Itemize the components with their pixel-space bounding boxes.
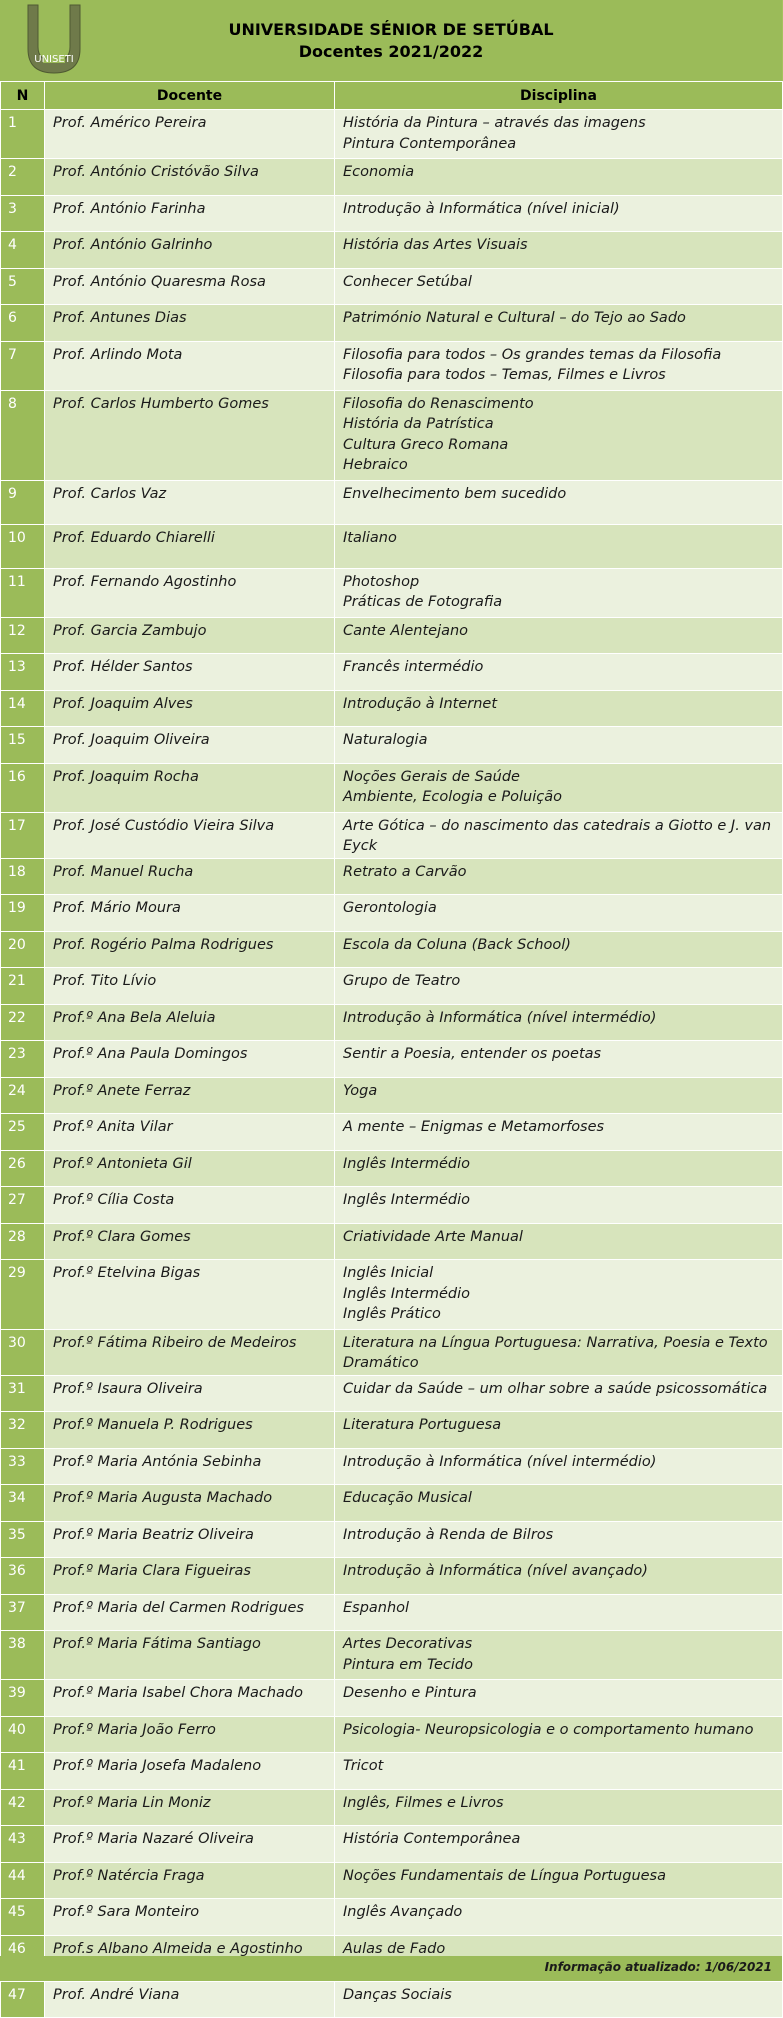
row-number: 24 <box>1 1077 45 1114</box>
row-number: 41 <box>1 1753 45 1790</box>
row-number: 40 <box>1 1716 45 1753</box>
disciplina-cell <box>335 305 783 342</box>
disciplina-cell <box>335 232 783 269</box>
row-number: 44 <box>1 1862 45 1899</box>
disciplina-cell <box>335 1558 783 1595</box>
disciplina-item: Introdução à Internet <box>343 695 498 712</box>
table-row <box>1 195 783 232</box>
docente-cell: Prof.º Natércia Fraga <box>45 1862 335 1899</box>
table-row <box>1 1716 783 1753</box>
page-header <box>0 0 782 81</box>
disciplina-cell <box>335 341 783 390</box>
disciplina-item: Retrato a Carvão <box>343 863 467 880</box>
table-row <box>1 1862 783 1899</box>
row-number: 46 <box>1 1935 45 1981</box>
disciplina-cell <box>335 1187 783 1224</box>
row-number: 4 <box>1 232 45 269</box>
disciplina-cell <box>335 1077 783 1114</box>
docente-cell: Prof. Arlindo Mota <box>45 341 335 390</box>
table-row <box>1 968 783 1005</box>
docentes-table <box>0 81 783 2018</box>
row-number: 31 <box>1 1375 45 1412</box>
row-number: 23 <box>1 1041 45 1078</box>
table-row <box>1 110 783 159</box>
disciplina-cell <box>335 1521 783 1558</box>
docente-cell: Prof.º Maria Josefa Madaleno <box>45 1753 335 1790</box>
disciplina-item: Francês intermédio <box>343 659 484 675</box>
disciplina-cell <box>335 1862 783 1899</box>
docente-cell: Prof. Rogério Palma Rodrigues <box>45 931 335 968</box>
disciplina-cell <box>335 690 783 727</box>
table-row <box>1 568 783 617</box>
row-number: 14 <box>1 690 45 727</box>
disciplina-cell <box>335 268 783 305</box>
row-number: 5 <box>1 268 45 305</box>
disciplina-cell <box>335 1375 783 1412</box>
row-number: 37 <box>1 1594 45 1631</box>
row-number: 19 <box>1 895 45 932</box>
row-number: 28 <box>1 1223 45 1260</box>
disciplina-item: Literatura na Língua Portuguesa: Narrativa, Poesia e Texto Dramático <box>343 1334 768 1371</box>
disciplina-cell <box>335 1150 783 1187</box>
page-footer <box>0 1956 782 1981</box>
docente-cell: Prof.º Cília Costa <box>45 1187 335 1224</box>
docente-cell: Prof.º Maria Isabel Chora Machado <box>45 1680 335 1717</box>
table-row <box>1 232 783 269</box>
row-number: 3 <box>1 195 45 232</box>
disciplina-item: Hebraico <box>343 457 408 473</box>
table-row <box>1 1594 783 1631</box>
disciplina-item: Filosofia do Renascimento <box>343 395 534 412</box>
docente-cell: Prof.º Anete Ferraz <box>45 1077 335 1114</box>
table-row <box>1 1981 783 2018</box>
table-row <box>1 763 783 812</box>
disciplina-cell <box>335 931 783 968</box>
table-row <box>1 1329 783 1375</box>
disciplina-item: Aulas de Fado <box>343 1940 446 1957</box>
table-row <box>1 159 783 196</box>
row-number: 43 <box>1 1826 45 1863</box>
docente-cell: Prof.º Etelvina Bigas <box>45 1260 335 1330</box>
disciplina-item: História das Artes Visuais <box>343 237 528 253</box>
row-number: 10 <box>1 524 45 568</box>
disciplina-item: Filosofia para todos – Temas, Filmes e Livros <box>343 367 666 383</box>
table-row <box>1 1187 783 1224</box>
table-row <box>1 1899 783 1936</box>
table-row <box>1 895 783 932</box>
disciplina-item: Literatura Portuguesa <box>343 1417 502 1433</box>
row-number: 8 <box>1 390 45 480</box>
row-number: 1 <box>1 110 45 159</box>
docente-cell: Prof.º Maria Clara Figueiras <box>45 1558 335 1595</box>
disciplina-item: Património Natural e Cultural – do Tejo ao Sado <box>343 310 686 326</box>
docente-cell: Prof. Eduardo Chiarelli <box>45 524 335 568</box>
disciplina-cell <box>335 968 783 1005</box>
disciplina-item: Introdução à Informática (nível avançado) <box>343 1563 648 1579</box>
disciplina-item: Naturalogia <box>343 732 428 748</box>
disciplina-item: Arte Gótica – do nascimento das catedrais a Giotto e J. van Eyck <box>343 817 772 854</box>
disciplina-item: Grupo de Teatro <box>343 973 461 989</box>
disciplina-item: Noções Fundamentais de Língua Portuguesa <box>343 1867 666 1884</box>
table-row <box>1 1521 783 1558</box>
row-number: 33 <box>1 1448 45 1485</box>
disciplina-item: Ambiente, Ecologia e Poluição <box>343 789 562 805</box>
col-header-docente: Docente <box>45 82 335 110</box>
disciplina-item: Economia <box>343 164 415 180</box>
disciplina-item: Danças Sociais <box>343 1986 452 2003</box>
disciplina-cell <box>335 1631 783 1680</box>
row-number: 47 <box>1 1981 45 2018</box>
disciplina-item: A mente – Enigmas e Metamorfoses <box>343 1119 605 1135</box>
docente-cell: Prof. Joaquim Rocha <box>45 763 335 812</box>
disciplina-item: Inglês Intermédio <box>343 1285 470 1302</box>
disciplina-item: Psicologia- Neuropsicologia e o comportamento humano <box>343 1721 754 1738</box>
docente-cell: Prof.º Maria Nazaré Oliveira <box>45 1826 335 1863</box>
disciplina-cell <box>335 1448 783 1485</box>
disciplina-item: Inglês Avançado <box>343 1904 463 1920</box>
disciplina-cell <box>335 195 783 232</box>
disciplina-item: Espanhol <box>343 1599 410 1616</box>
docente-cell: Prof.º Sara Monteiro <box>45 1899 335 1936</box>
disciplina-item: Introdução à Informática (nível intermédio) <box>343 1453 657 1470</box>
disciplina-cell <box>335 1826 783 1863</box>
disciplina-item: Escola da Coluna (Back School) <box>343 936 571 953</box>
docente-cell: Prof.º Clara Gomes <box>45 1223 335 1260</box>
disciplina-item: Noções Gerais de Saúde <box>343 768 520 785</box>
table-row <box>1 1223 783 1260</box>
disciplina-item: Práticas de Fotografia <box>343 594 503 610</box>
docente-cell: Prof.s Albano Almeida e Agostinho <box>45 1935 335 1981</box>
disciplina-item: História Contemporânea <box>343 1831 521 1847</box>
table-row <box>1 654 783 691</box>
table-row <box>1 1004 783 1041</box>
table-row <box>1 1680 783 1717</box>
docente-cell: Prof.º Manuela P. Rodrigues <box>45 1412 335 1449</box>
disciplina-item: Cultura Greco Romana <box>343 436 509 453</box>
col-header-n: N <box>1 82 45 110</box>
docente-cell: Prof. António Quaresma Rosa <box>45 268 335 305</box>
disciplina-cell <box>335 617 783 654</box>
table-row <box>1 727 783 764</box>
disciplina-item: Introdução à Informática (nível inicial) <box>343 200 620 217</box>
docente-cell: Prof.º Maria Antónia Sebinha <box>45 1448 335 1485</box>
table-row <box>1 1485 783 1522</box>
disciplina-item: Educação Musical <box>343 1490 472 1506</box>
docente-cell: Prof. Joaquim Oliveira <box>45 727 335 764</box>
row-number: 45 <box>1 1899 45 1936</box>
row-number: 36 <box>1 1558 45 1595</box>
svg-text:UNISETI: UNISETI <box>34 54 74 65</box>
row-number: 30 <box>1 1329 45 1375</box>
docente-cell: Prof.º Fátima Ribeiro de Medeiros <box>45 1329 335 1375</box>
table-row <box>1 341 783 390</box>
docente-cell: Prof. Garcia Zambujo <box>45 617 335 654</box>
table-row <box>1 812 783 858</box>
table-row <box>1 690 783 727</box>
row-number: 32 <box>1 1412 45 1449</box>
table-row <box>1 390 783 480</box>
table-row <box>1 1114 783 1151</box>
row-number: 16 <box>1 763 45 812</box>
row-number: 11 <box>1 568 45 617</box>
table-row <box>1 480 783 524</box>
disciplina-item: Gerontologia <box>343 900 437 916</box>
table-row <box>1 931 783 968</box>
page-title: UNIVERSIDADE SÉNIOR DE SETÚBAL <box>228 20 554 39</box>
row-number: 29 <box>1 1260 45 1330</box>
row-number: 6 <box>1 305 45 342</box>
disciplina-item: Yoga <box>343 1082 378 1099</box>
row-number: 2 <box>1 159 45 196</box>
disciplina-cell <box>335 1594 783 1631</box>
row-number: 9 <box>1 480 45 524</box>
disciplina-cell <box>335 1114 783 1151</box>
disciplina-item: Conhecer Setúbal <box>343 273 472 290</box>
disciplina-item: Cante Alentejano <box>343 622 469 639</box>
disciplina-item: História da Pintura – através das imagens <box>343 115 646 131</box>
disciplina-item: Introdução à Renda de Bilros <box>343 1526 554 1543</box>
row-number: 25 <box>1 1114 45 1151</box>
table-row <box>1 305 783 342</box>
disciplina-cell <box>335 524 783 568</box>
row-number: 18 <box>1 858 45 895</box>
disciplina-cell <box>335 390 783 480</box>
disciplina-item: Artes Decorativas <box>343 1636 473 1652</box>
disciplina-item: Inglês Inicial <box>343 1265 434 1281</box>
disciplina-cell <box>335 1004 783 1041</box>
disciplina-cell <box>335 1716 783 1753</box>
disciplina-item: Pintura Contemporânea <box>343 135 517 152</box>
disciplina-cell <box>335 727 783 764</box>
row-number: 21 <box>1 968 45 1005</box>
disciplina-item: Criatividade Arte Manual <box>343 1228 523 1245</box>
disciplina-cell <box>335 1680 783 1717</box>
docente-cell: Prof.º Maria João Ferro <box>45 1716 335 1753</box>
row-number: 35 <box>1 1521 45 1558</box>
table-row <box>1 1260 783 1330</box>
disciplina-cell <box>335 1329 783 1375</box>
disciplina-item: Inglês Intermédio <box>343 1155 470 1172</box>
row-number: 38 <box>1 1631 45 1680</box>
disciplina-cell <box>335 1899 783 1936</box>
table-row <box>1 1826 783 1863</box>
disciplina-cell <box>335 812 783 858</box>
table-row <box>1 617 783 654</box>
docente-cell: Prof. Manuel Rucha <box>45 858 335 895</box>
row-number: 39 <box>1 1680 45 1717</box>
docente-cell: Prof. António Galrinho <box>45 232 335 269</box>
disciplina-cell <box>335 1485 783 1522</box>
row-number: 26 <box>1 1150 45 1187</box>
docente-cell: Prof. Joaquim Alves <box>45 690 335 727</box>
disciplina-item: Inglês Prático <box>343 1306 441 1322</box>
disciplina-cell <box>335 480 783 524</box>
disciplina-cell <box>335 110 783 159</box>
disciplina-cell <box>335 654 783 691</box>
docente-cell: Prof. Mário Moura <box>45 895 335 932</box>
row-number: 34 <box>1 1485 45 1522</box>
disciplina-cell <box>335 895 783 932</box>
docente-cell: Prof. Hélder Santos <box>45 654 335 691</box>
table-row <box>1 1789 783 1826</box>
docente-cell: Prof.º Maria Augusta Machado <box>45 1485 335 1522</box>
docente-cell: Prof.º Antonieta Gil <box>45 1150 335 1187</box>
table-row <box>1 1150 783 1187</box>
disciplina-cell <box>335 568 783 617</box>
disciplina-cell <box>335 1041 783 1078</box>
table-header-row <box>1 82 783 110</box>
disciplina-item: Inglês Intermédio <box>343 1192 470 1208</box>
disciplina-item: Tricot <box>343 1758 384 1774</box>
docente-cell: Prof.º Maria Fátima Santiago <box>45 1631 335 1680</box>
table-row <box>1 1375 783 1412</box>
table-row <box>1 858 783 895</box>
row-number: 20 <box>1 931 45 968</box>
disciplina-cell <box>335 1412 783 1449</box>
row-number: 13 <box>1 654 45 691</box>
table-row <box>1 1753 783 1790</box>
disciplina-item: Sentir a Poesia, entender os poetas <box>343 1046 602 1062</box>
docente-cell: Prof.º Ana Paula Domingos <box>45 1041 335 1078</box>
docente-cell: Prof.º Isaura Oliveira <box>45 1375 335 1412</box>
disciplina-cell <box>335 1753 783 1790</box>
table-row <box>1 524 783 568</box>
disciplina-item: Pintura em Tecido <box>343 1656 474 1673</box>
table-row <box>1 1041 783 1078</box>
docente-cell: Prof. José Custódio Vieira Silva <box>45 812 335 858</box>
docente-cell: Prof. Fernando Agostinho <box>45 568 335 617</box>
col-header-disciplina: Disciplina <box>335 82 783 110</box>
docente-cell: Prof. António Farinha <box>45 195 335 232</box>
disciplina-item: Filosofia para todos – Os grandes temas da Filosofia <box>343 346 722 363</box>
disciplina-cell <box>335 1981 783 2018</box>
row-number: 42 <box>1 1789 45 1826</box>
table-row <box>1 1077 783 1114</box>
disciplina-item: Photoshop <box>343 573 420 590</box>
update-info: Informação atualizado: 1/06/2021 <box>544 1960 772 1974</box>
disciplina-cell <box>335 858 783 895</box>
docente-cell: Prof. André Viana <box>45 1981 335 2018</box>
uniseti-logo <box>16 3 92 77</box>
disciplina-item: Italiano <box>343 529 397 546</box>
disciplina-item: Inglês, Filmes e Livros <box>343 1794 504 1811</box>
disciplina-item: Cuidar da Saúde – um olhar sobre a saúde psicossomática <box>343 1380 768 1397</box>
docente-cell: Prof. Tito Lívio <box>45 968 335 1005</box>
disciplina-item: História da Patrística <box>343 416 494 432</box>
table-row <box>1 1412 783 1449</box>
row-number: 27 <box>1 1187 45 1224</box>
docente-cell: Prof.º Anita Vilar <box>45 1114 335 1151</box>
disciplina-cell <box>335 1223 783 1260</box>
disciplina-cell <box>335 763 783 812</box>
docente-cell: Prof.º Maria Beatriz Oliveira <box>45 1521 335 1558</box>
docente-cell: Prof. António Cristóvão Silva <box>45 159 335 196</box>
page-subtitle: Docentes 2021/2022 <box>298 42 484 61</box>
table-row <box>1 268 783 305</box>
row-number: 7 <box>1 341 45 390</box>
docente-cell: Prof.º Maria Lin Moniz <box>45 1789 335 1826</box>
table-row <box>1 1558 783 1595</box>
table-row <box>1 1448 783 1485</box>
docente-cell: Prof. Carlos Vaz <box>45 480 335 524</box>
docente-cell: Prof.º Maria del Carmen Rodrigues <box>45 1594 335 1631</box>
docente-cell: Prof. Carlos Humberto Gomes <box>45 390 335 480</box>
docente-cell: Prof. Antunes Dias <box>45 305 335 342</box>
row-number: 15 <box>1 727 45 764</box>
disciplina-cell <box>335 1789 783 1826</box>
row-number: 17 <box>1 812 45 858</box>
row-number: 12 <box>1 617 45 654</box>
disciplina-item: Envelhecimento bem sucedido <box>343 485 567 502</box>
docente-cell: Prof.º Ana Bela Aleluia <box>45 1004 335 1041</box>
row-number: 22 <box>1 1004 45 1041</box>
docente-cell: Prof. Américo Pereira <box>45 110 335 159</box>
disciplina-item: Introdução à Informática (nível intermédio) <box>343 1009 657 1026</box>
disciplina-cell <box>335 159 783 196</box>
disciplina-cell <box>335 1260 783 1330</box>
table-row <box>1 1631 783 1680</box>
disciplina-item: Desenho e Pintura <box>343 1685 477 1701</box>
